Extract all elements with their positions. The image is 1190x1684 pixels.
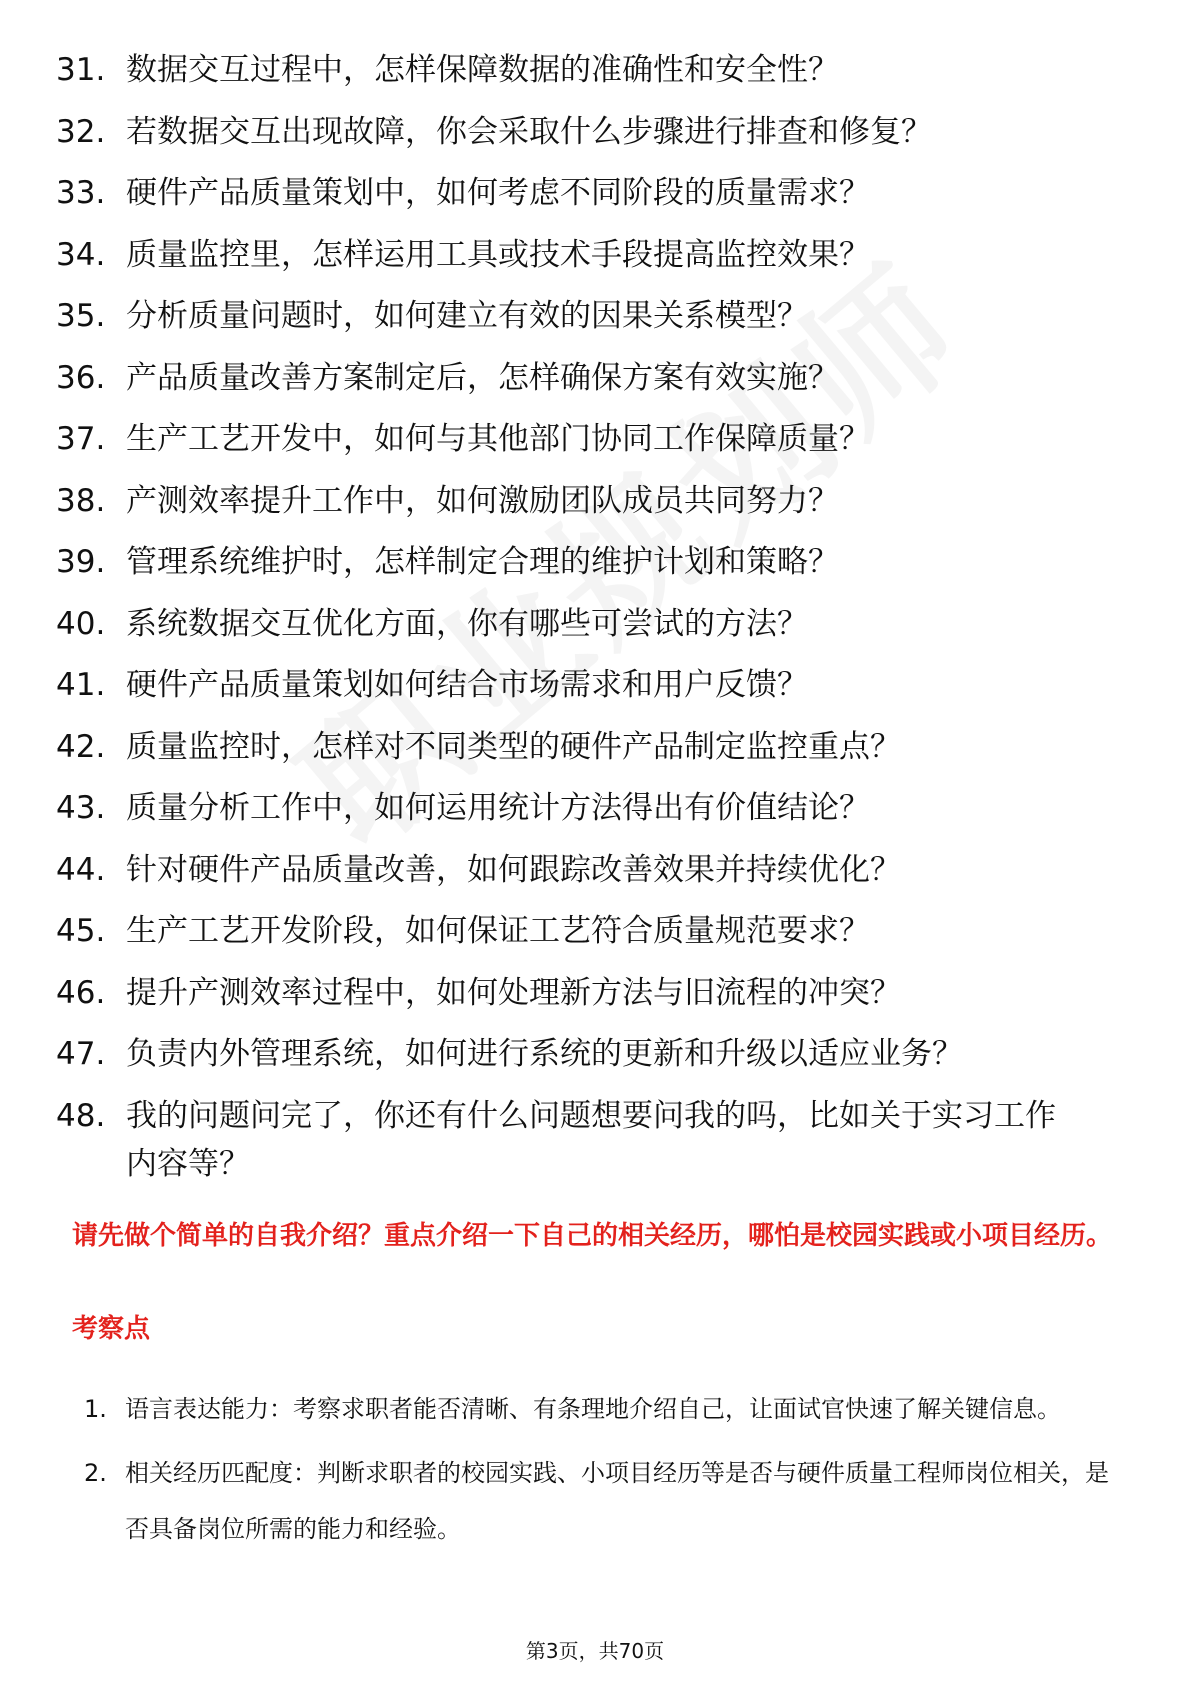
point-number: 2.	[84, 1459, 107, 1487]
question-text: 硬件产品质量策划中，如何考虑不同阶段的质量需求？	[126, 175, 870, 211]
question-number: 33.	[56, 175, 106, 211]
question-number: 31.	[56, 52, 106, 88]
question-text: 分析质量问题时，如何建立有效的因果关系模型？	[126, 298, 808, 334]
question-number: 37.	[56, 421, 106, 457]
page-footer: 第3页，共70页	[525, 1639, 665, 1663]
list-item	[0, 661, 1190, 723]
question-text: 生产工艺开发中，如何与其他部门协同工作保障质量？	[126, 421, 870, 457]
question-number: 42.	[56, 728, 106, 765]
question-number: 46.	[56, 974, 106, 1011]
question-text: 提升产测效率过程中，如何处理新方法与旧流程的冲突？	[126, 974, 901, 1011]
question-text: 若数据交互出现故障，你会采取什么步骤进行排查和修复？	[126, 113, 932, 150]
section-title: 考察点	[72, 1314, 151, 1344]
question-number: 43.	[56, 790, 106, 826]
question-text: 硬件产品质量策划如何结合市场需求和用户反馈？	[126, 667, 808, 703]
question-number: 36.	[56, 359, 106, 396]
question-text: 针对硬件产品质量改善，如何跟踪改善效果并持续优化？	[126, 851, 901, 888]
question-text: 数据交互过程中，怎样保障数据的准确性和安全性？	[126, 52, 839, 88]
list-item	[0, 1030, 1190, 1092]
question-text: 生产工艺开发阶段，如何保证工艺符合质量规范要求？	[126, 913, 870, 949]
question-number: 41.	[56, 667, 106, 703]
interview-prompt: 请先做个简单的自我介绍？重点介绍一下自己的相关经历，哪怕是校园实践或小项目经历。	[72, 1221, 1113, 1251]
question-text: 产品质量改善方案制定后，怎样确保方案有效实施？	[126, 359, 839, 396]
point-text: 相关经历匹配度：判断求职者的校园实践、小项目经历等是否与硬件质量工程师岗位相关，是否具备岗位所需的能力和经验。	[125, 1459, 1109, 1543]
question-number: 40.	[56, 605, 106, 642]
list-item	[0, 108, 1190, 170]
question-number: 35.	[56, 298, 106, 334]
evaluation-point-list	[0, 1381, 1190, 1565]
list-item	[0, 600, 1190, 662]
list-item	[0, 1445, 1190, 1557]
point-text: 语言表达能力：考察求职者能否清晰、有条理地介绍自己，让面试官快速了解关键信息。	[125, 1395, 1061, 1423]
list-item	[0, 907, 1190, 969]
list-item	[0, 1092, 1190, 1202]
list-item	[0, 415, 1190, 477]
list-item	[0, 1381, 1190, 1437]
list-item	[0, 538, 1190, 600]
list-item	[0, 723, 1190, 785]
question-number: 48.	[56, 1097, 106, 1134]
list-item	[0, 46, 1190, 108]
list-item	[0, 169, 1190, 231]
question-text: 质量监控时，怎样对不同类型的硬件产品制定监控重点？	[126, 728, 901, 765]
list-item	[0, 477, 1190, 539]
question-text: 系统数据交互优化方面，你有哪些可尝试的方法？	[126, 605, 808, 642]
question-text: 管理系统维护时，怎样制定合理的维护计划和策略？	[126, 544, 839, 580]
question-number: 34.	[56, 236, 106, 273]
question-text: 产测效率提升工作中，如何激励团队成员共同努力？	[126, 482, 839, 519]
list-item	[0, 292, 1190, 354]
question-text: 质量分析工作中，如何运用统计方法得出有价值结论？	[126, 790, 870, 826]
question-number: 38.	[56, 482, 106, 519]
question-number: 39.	[56, 544, 106, 580]
list-item	[0, 969, 1190, 1031]
list-item	[0, 846, 1190, 908]
question-text: 质量监控里，怎样运用工具或技术手段提高监控效果？	[126, 236, 870, 273]
question-number: 45.	[56, 913, 106, 949]
point-number: 1.	[84, 1395, 107, 1423]
question-number: 32.	[56, 113, 106, 150]
question-text: 我的问题问完了，你还有什么问题想要问我的吗，比如关于实习工作内容等？	[126, 1097, 1056, 1182]
question-list	[0, 46, 1190, 1202]
question-number: 47.	[56, 1036, 106, 1072]
question-text: 负责内外管理系统，如何进行系统的更新和升级以适应业务？	[126, 1036, 963, 1072]
list-item	[0, 354, 1190, 416]
list-item	[0, 784, 1190, 846]
question-number: 44.	[56, 851, 106, 888]
list-item	[0, 231, 1190, 293]
